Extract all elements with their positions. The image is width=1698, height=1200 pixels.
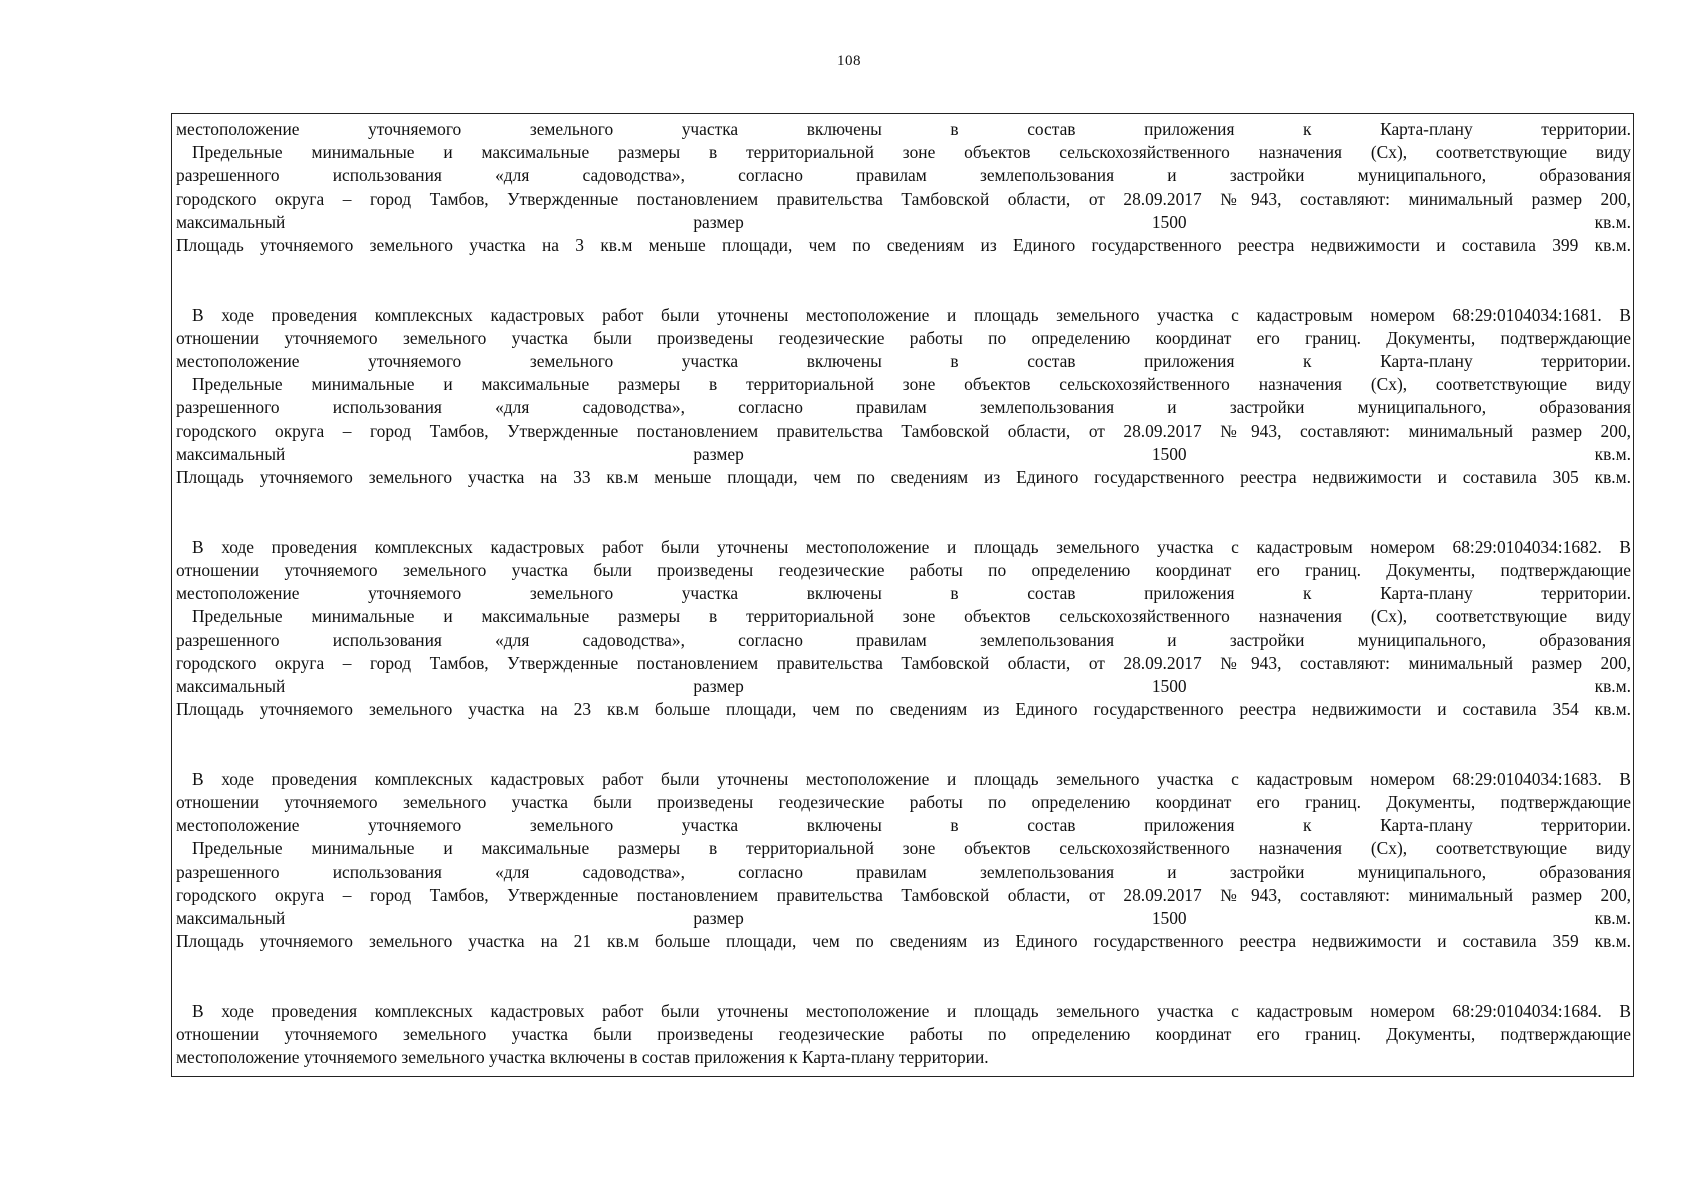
text-line: отношении уточняемого земельного участка были произведены геодезические работы по определению координат его границ. Документы, подтверждающие — [176, 327, 1631, 348]
text-line: Предельные минимальные и максимальные размеры в территориальной зоне объектов сельскохозяйственного назначения (Сх), соответствующие виду — [192, 142, 1631, 163]
text-block-3 — [176, 536, 1631, 722]
text-line: максимальный размер 1500 кв.м. — [176, 211, 1631, 232]
text-line: В ходе проведения комплексных кадастровых работ были уточнены местоположение и площадь земельного участка с кадастровым номером 68:29:0104034:1683. В — [192, 768, 1631, 789]
text-line: разрешенного использования «для садоводства», согласно правилам землепользования и застройки муниципального, образования — [176, 629, 1631, 650]
text-line: городского округа – город Тамбов, Утвержденные постановлением правительства Тамбовской области, от 28.09.2017 №943, составляют: минимальный размер 200, — [176, 652, 1631, 673]
text-block-5 — [176, 1000, 1631, 1070]
text-line: разрешенного использования «для садоводства», согласно правилам землепользования и застройки муниципального, образования — [176, 861, 1631, 882]
text-line: Площадь уточняемого земельного участка на 3 кв.м меньше площади, чем по сведениям из Единого государственного реестра недвижимости и составила 399 кв.м. — [176, 234, 1631, 255]
text-line: В ходе проведения комплексных кадастровых работ были уточнены местоположение и площадь земельного участка с кадастровым номером 68:29:0104034:1684. В — [192, 1001, 1631, 1021]
document-body — [176, 118, 1631, 1070]
text-line: максимальный размер 1500 кв.м. — [176, 908, 1631, 929]
text-line: местоположение уточняемого земельного участка включены в состав приложения к Карта-плану территории. — [176, 583, 1631, 604]
page-number: 108 — [837, 53, 861, 69]
text-line: отношении уточняемого земельного участка были произведены геодезические работы по определению координат его границ. Документы, подтверждающие — [176, 1024, 1631, 1045]
text-line: разрешенного использования «для садоводства», согласно правилам землепользования и застройки муниципального, образования — [176, 397, 1631, 418]
text-line: В ходе проведения комплексных кадастровых работ были уточнены местоположение и площадь земельного участка с кадастровым номером 68:29:0104034:1681. В — [192, 304, 1631, 325]
text-line: Площадь уточняемого земельного участка на 33 кв.м меньше площади, чем по сведениям из Единого государственного реестра недвижимости и составила 305 кв.м. — [176, 467, 1631, 488]
text-block-1 — [176, 118, 1631, 257]
text-line: местоположение уточняемого земельного участка включены в состав приложения к Карта-плану территории. — [176, 815, 1631, 836]
text-block-2 — [176, 304, 1631, 490]
text-line: Предельные минимальные и максимальные размеры в территориальной зоне объектов сельскохозяйственного назначения (Сх), соответствующие виду — [192, 606, 1631, 627]
text-line: отношении уточняемого земельного участка были произведены геодезические работы по определению координат его границ. Документы, подтверждающие — [176, 792, 1631, 813]
text-line: Площадь уточняемого земельного участка на 23 кв.м больше площади, чем по сведениям из Единого государственного реестра недвижимости и составила 354 кв.м. — [176, 699, 1631, 720]
text-line: городского округа – город Тамбов, Утвержденные постановлением правительства Тамбовской области, от 28.09.2017 №943, составляют: минимальный размер 200, — [176, 420, 1631, 441]
paragraph-gap — [176, 489, 1631, 536]
text-line: местоположение уточняемого земельного участка включены в состав приложения к Карта-плану территории. — [176, 119, 1631, 139]
text-line: Предельные минимальные и максимальные размеры в территориальной зоне объектов сельскохозяйственного назначения (Сх), соответствующие виду — [192, 374, 1631, 395]
document-frame — [171, 113, 1634, 1077]
text-line: местоположение уточняемого земельного участка включены в состав приложения к Карта-плану территории. — [176, 351, 1631, 372]
paragraph-gap — [176, 257, 1631, 304]
text-line: разрешенного использования «для садоводства», согласно правилам землепользования и застройки муниципального, образования — [176, 165, 1631, 186]
text-line: Площадь уточняемого земельного участка на 21 кв.м больше площади, чем по сведениям из Единого государственного реестра недвижимости и составила 359 кв.м. — [176, 931, 1631, 952]
text-line: максимальный размер 1500 кв.м. — [176, 443, 1631, 464]
paragraph-gap — [176, 721, 1631, 768]
text-block-4 — [176, 768, 1631, 954]
text-line: городского округа – город Тамбов, Утвержденные постановлением правительства Тамбовской области, от 28.09.2017 №943, составляют: минимальный размер 200, — [176, 884, 1631, 905]
text-line: максимальный размер 1500 кв.м. — [176, 675, 1631, 696]
text-line: отношении уточняемого земельного участка были произведены геодезические работы по определению координат его границ. Документы, подтверждающие — [176, 560, 1631, 580]
paragraph-gap — [176, 953, 1631, 1000]
text-line: Предельные минимальные и максимальные размеры в территориальной зоне объектов сельскохозяйственного назначения (Сх), соответствующие виду — [192, 838, 1631, 859]
text-line: городского округа – город Тамбов, Утвержденные постановлением правительства Тамбовской области, от 28.09.2017 №943, составляют: минимальный размер 200, — [176, 188, 1631, 209]
text-line: местоположение уточняемого земельного участка включены в состав приложения к Карта-плану территории. — [176, 1047, 989, 1068]
text-line: В ходе проведения комплексных кадастровых работ были уточнены местоположение и площадь земельного участка с кадастровым номером 68:29:0104034:1682. В — [192, 536, 1631, 557]
